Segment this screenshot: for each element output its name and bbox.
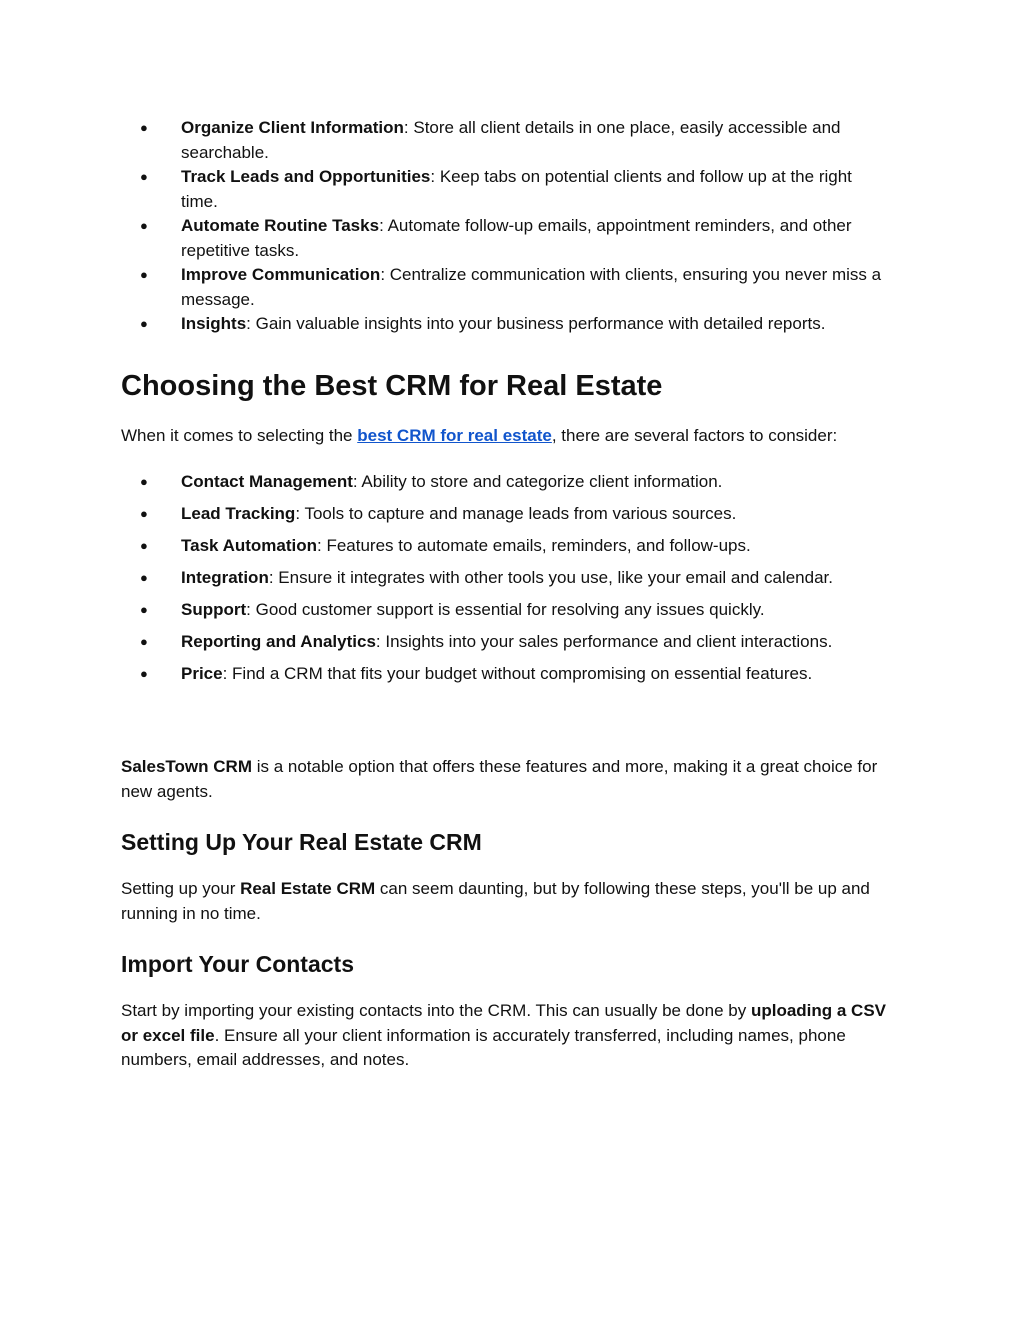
bullet-icon: ● — [140, 474, 148, 489]
list-item — [121, 502, 891, 527]
bullet-icon: ● — [140, 570, 148, 585]
intro-bullet-list — [121, 116, 891, 337]
list-item-text: : Features to automate emails, reminders, and follow-ups. — [317, 536, 751, 555]
list-item-text: : Keep tabs on potential clients and follow up at the right time. — [181, 167, 852, 211]
list-item — [121, 662, 891, 687]
list-item — [121, 263, 891, 312]
lead-text-after: , there are several factors to consider: — [551, 426, 838, 445]
list-item-term: Contact Management — [181, 472, 353, 491]
bullet-icon: ● — [140, 267, 148, 282]
list-item-term: Task Automation — [181, 536, 318, 555]
list-item-term: Improve Communication — [181, 265, 381, 284]
list-item-text: : Good customer support is essential for resolving any issues quickly. — [246, 600, 765, 619]
list-item-term: Lead Tracking — [181, 504, 296, 523]
list-item-text: : Automate follow-up emails, appointment reminders, and other repetitive tasks. — [181, 216, 852, 260]
list-item — [121, 116, 891, 165]
list-item-text: : Tools to capture and manage leads from various sources. — [295, 504, 737, 523]
import-contacts-paragraph — [121, 999, 891, 1073]
section-heading-choosing: Choosing the Best CRM for Real Estate — [121, 370, 663, 402]
list-item — [121, 214, 891, 263]
section-heading-setting-up: Setting Up Your Real Estate CRM — [121, 829, 482, 855]
list-item-term: Organize Client Information — [181, 118, 404, 137]
setting-up-bold: Real Estate CRM — [240, 879, 376, 898]
list-item-term: Track Leads and Opportunities — [181, 167, 431, 186]
salestown-paragraph — [121, 755, 891, 804]
list-item — [121, 165, 891, 214]
bullet-icon: ● — [140, 602, 148, 617]
list-item-text: : Centralize communication with clients, ensuring you never miss a message. — [181, 265, 882, 309]
section-lead-paragraph — [121, 424, 891, 449]
setting-up-paragraph — [121, 877, 891, 926]
list-item-term: Support — [181, 600, 247, 619]
list-item — [121, 630, 891, 655]
import-bold: uploading a CSV or excel file — [121, 1001, 887, 1045]
factors-bullet-list — [121, 470, 891, 694]
import-text-after: . Ensure all your client information is accurately transferred, including names, phone numbers, email addresses, and notes. — [121, 1025, 846, 1069]
list-item-term: Price — [181, 664, 223, 683]
best-crm-link[interactable]: best CRM for real estate — [357, 426, 552, 445]
list-item-text: : Store all client details in one place, easily accessible and searchable. — [181, 118, 841, 162]
list-item-text: : Insights into your sales performance and client interactions. — [375, 632, 833, 651]
lead-text-before: When it comes to selecting the — [121, 426, 358, 445]
salestown-brand: SalesTown CRM — [121, 757, 252, 776]
salestown-text: is a notable option that offers these features and more, making it a great choice for new agents. — [121, 757, 878, 801]
list-item-term: Automate Routine Tasks — [181, 216, 380, 235]
list-item — [121, 470, 891, 495]
list-item — [121, 312, 891, 337]
bullet-icon: ● — [140, 634, 148, 649]
bullet-icon: ● — [140, 316, 148, 331]
bullet-icon: ● — [140, 120, 148, 135]
bullet-icon: ● — [140, 506, 148, 521]
bullet-icon: ● — [140, 218, 148, 233]
list-item-term: Insights — [181, 314, 247, 333]
list-item-term: Reporting and Analytics — [181, 632, 376, 651]
list-item-term: Integration — [181, 568, 269, 587]
list-item — [121, 598, 891, 623]
bullet-icon: ● — [140, 666, 148, 681]
list-item-text: : Find a CRM that fits your budget without compromising on essential features. — [222, 664, 813, 683]
list-item — [121, 566, 891, 591]
list-item — [121, 534, 891, 559]
setting-up-text-before: Setting up your — [121, 879, 241, 898]
list-item-text: : Ensure it integrates with other tools you use, like your email and calendar. — [268, 568, 833, 587]
bullet-icon: ● — [140, 169, 148, 184]
list-item-text: : Ability to store and categorize client information. — [352, 472, 723, 491]
import-text-before: Start by importing your existing contacts into the CRM. This can usually be done by — [121, 1001, 751, 1020]
bullet-icon: ● — [140, 538, 148, 553]
section-heading-import-contacts: Import Your Contacts — [121, 951, 354, 977]
setting-up-text-after: can seem daunting, but by following these steps, you'll be up and running in no time. — [121, 879, 870, 923]
list-item-text: : Gain valuable insights into your business performance with detailed reports. — [246, 314, 826, 333]
